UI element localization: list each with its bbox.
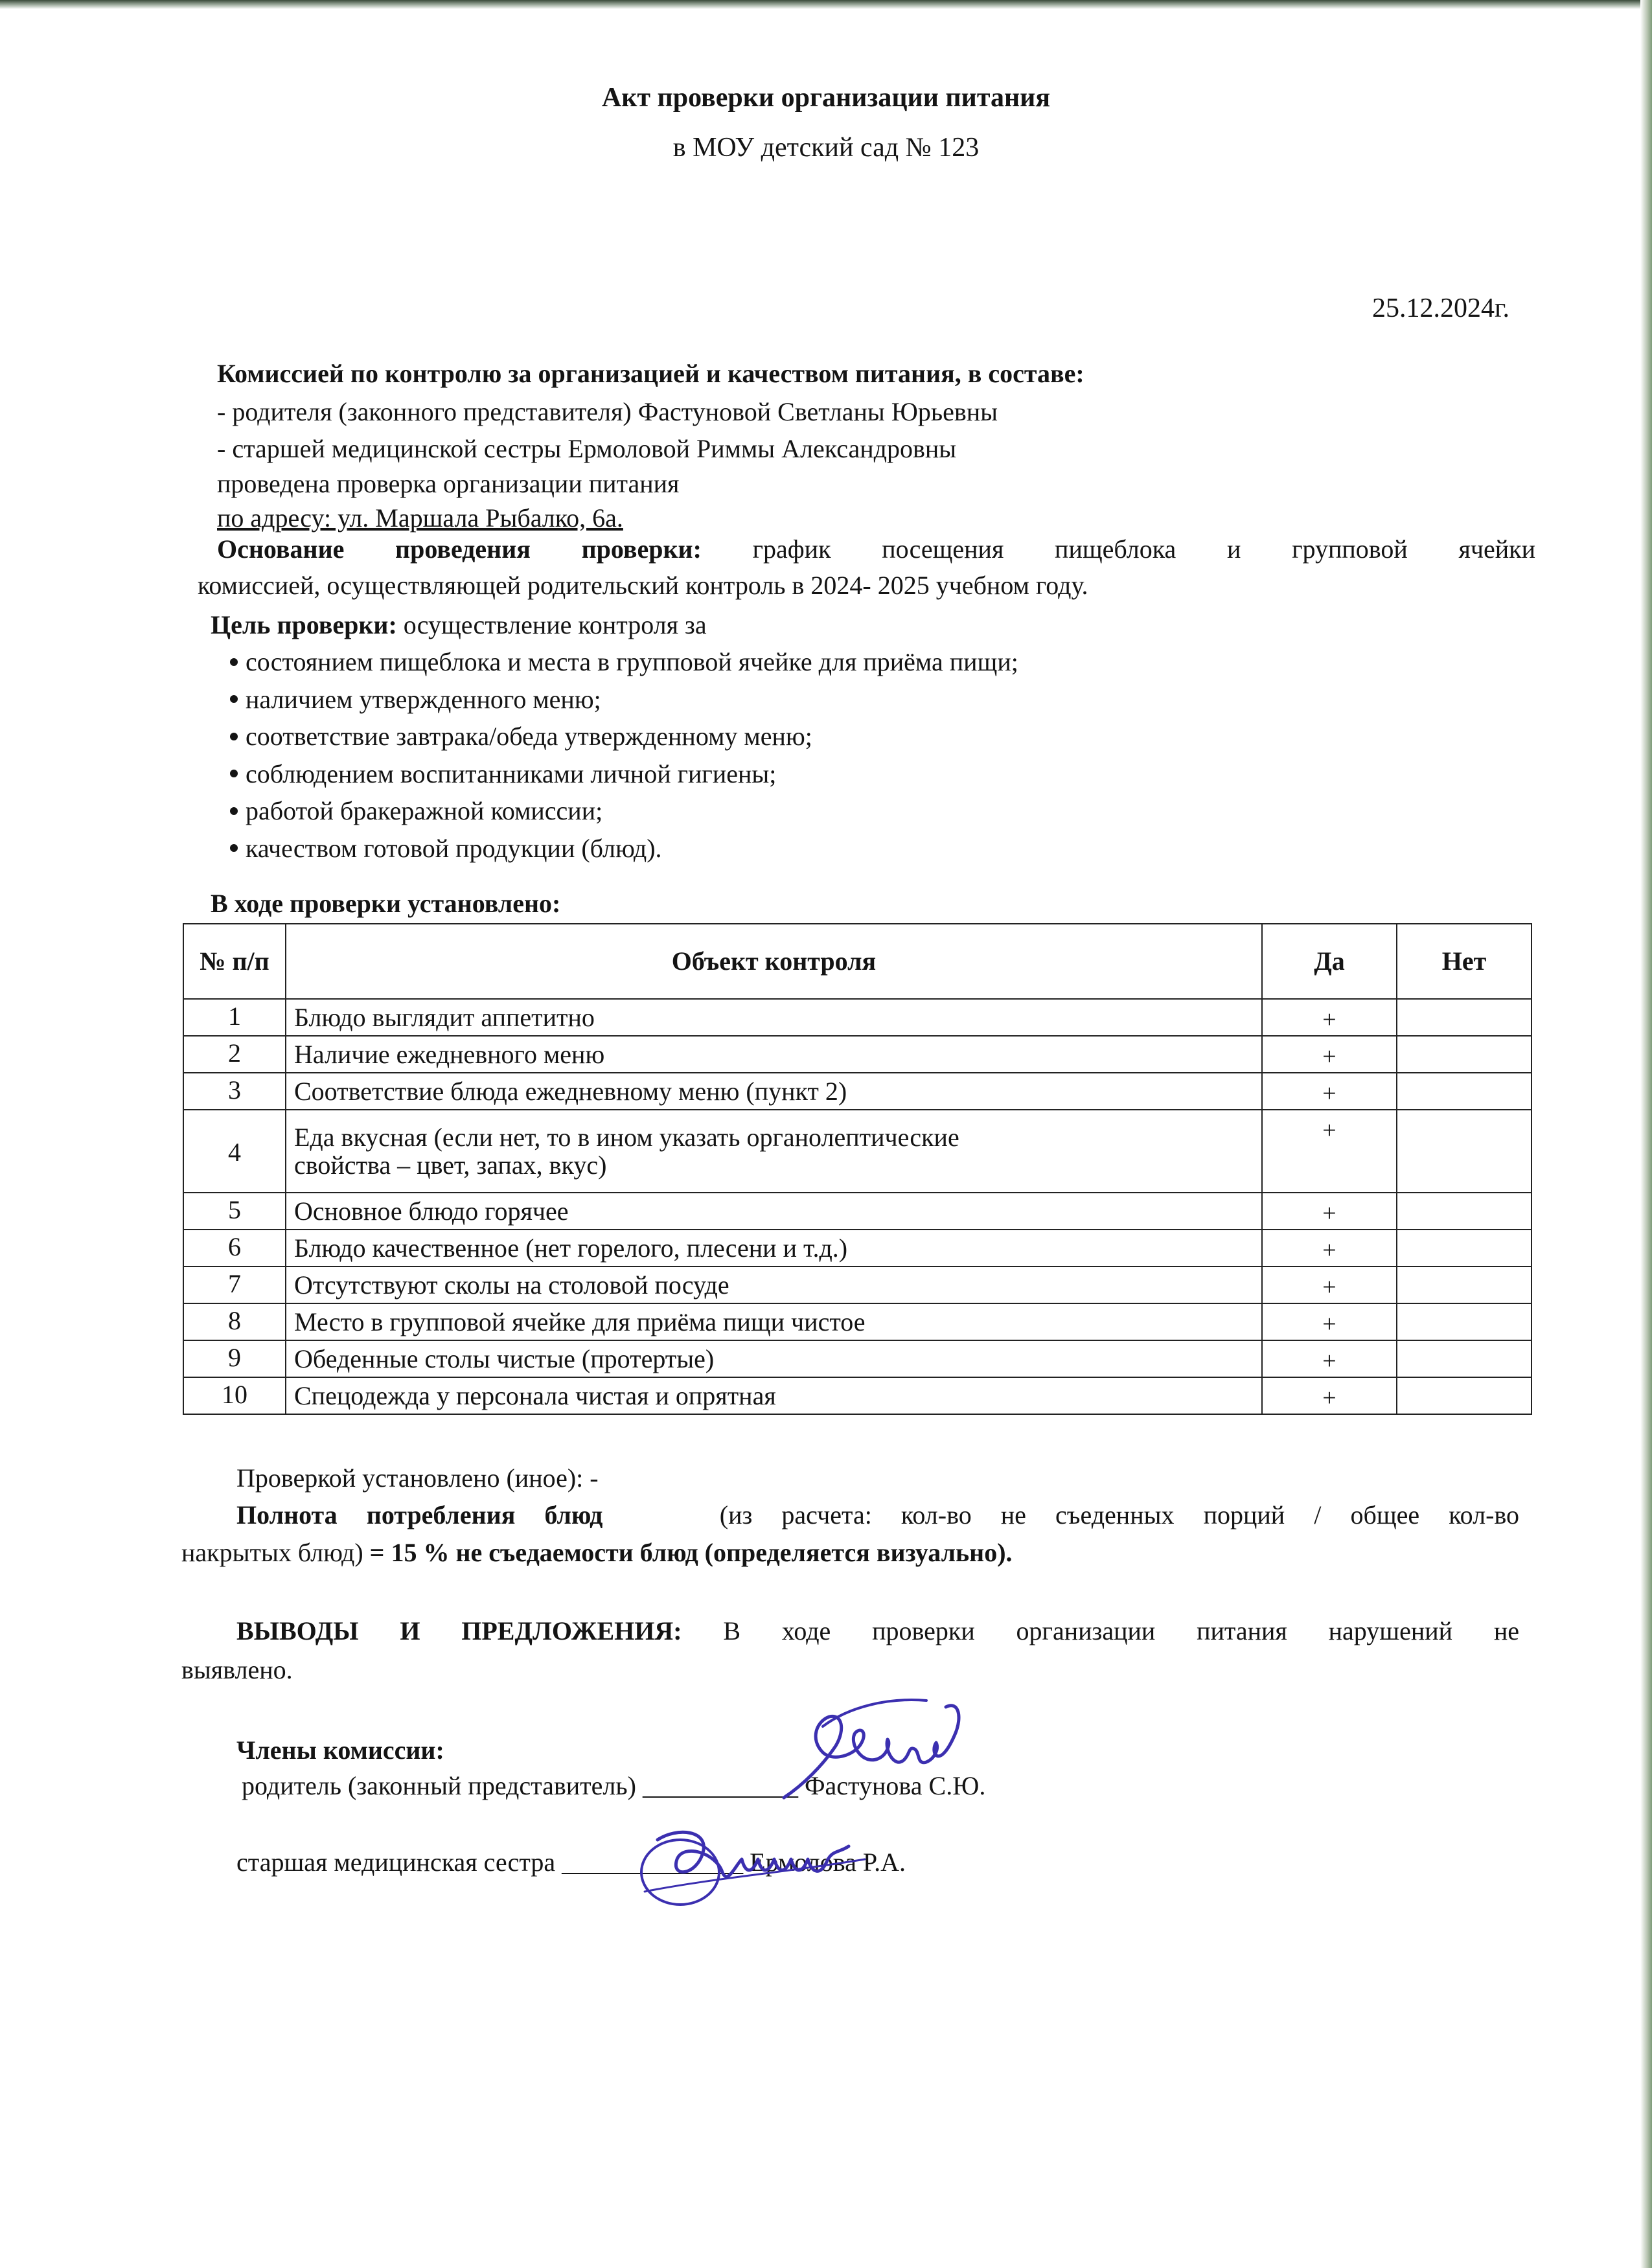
- sign-1-blank: ____________: [642, 1771, 798, 1800]
- conclusions-label: ВЫВОДЫ И ПРЕДЛОЖЕНИЯ:: [236, 1616, 682, 1645]
- table-row: 9 Обеденные столы чистые (протертые) +: [183, 1340, 1532, 1377]
- goal-item: соблюдением воспитанниками личной гигиены;: [230, 760, 1018, 797]
- goal-item: соответствие завтрака/обеда утвержденному меню;: [230, 722, 1018, 760]
- completeness-line-2: накрытых блюд) = 15 % не съедаемости блюд (определяется визуально).: [181, 1538, 1013, 1567]
- basis-line-1: [217, 535, 1535, 564]
- basis-text-1: график посещения пищеблока и групповой ячейки: [752, 534, 1536, 564]
- sign-2-blank: ______________: [562, 1848, 744, 1877]
- basis-label: Основание проведения проверки:: [217, 534, 702, 564]
- document-title: Акт проверки организации питания: [601, 83, 1051, 113]
- bullet-icon: [230, 770, 238, 777]
- table-header-row: [183, 924, 1532, 999]
- completeness-line-1: [236, 1501, 1519, 1530]
- completeness-text: (из расчета: кол-во не съеденных порций / общее кол-во: [719, 1500, 1520, 1529]
- sign-1-role: родитель (законный представитель): [242, 1771, 636, 1800]
- header-no: Нет: [1397, 924, 1532, 999]
- table-row: 1 Блюдо выглядит аппетитно +: [183, 999, 1532, 1036]
- header-number: № п/п: [183, 924, 286, 999]
- sign-1-name: Фастунова С.Ю.: [804, 1771, 986, 1800]
- sign-2-role: старшая медицинская сестра: [236, 1848, 556, 1877]
- basis-line-2: комиссией, осуществляющей родительский контроль в 2024- 2025 учебном году.: [198, 571, 1088, 600]
- address-line: по адресу: ул. Маршала Рыбалко, 6а.: [217, 503, 623, 533]
- established-heading: В ходе проверки установлено:: [211, 889, 561, 918]
- goal-item: работой бракеражной комиссии;: [230, 797, 1018, 834]
- table-row: 5 Основное блюдо горячее +: [183, 1193, 1532, 1230]
- other-findings: Проверкой установлено (иное): -: [236, 1463, 599, 1493]
- table-row: 4 Еда вкусная (если нет, то в ином указать органолептические свойства – цвет, запах, вкус) +: [183, 1110, 1532, 1193]
- bullet-icon: [230, 658, 238, 666]
- bullet-icon: [230, 695, 238, 703]
- signature-1-image: [764, 1688, 985, 1817]
- conclusions-line-1: [236, 1617, 1519, 1646]
- scan-edge-top: [0, 0, 1652, 9]
- header-object: Объект контроля: [286, 924, 1262, 999]
- bullet-icon: [230, 844, 238, 852]
- member-line-1: - родителя (законного представителя) Фастуновой Светланы Юрьевны: [217, 397, 998, 426]
- conducted-line: проведена проверка организации питания: [217, 469, 680, 498]
- members-heading: Члены комиссии:: [236, 1735, 444, 1765]
- table-row: 10 Спецодежда у персонала чистая и опрятная +: [183, 1377, 1532, 1414]
- conclusions-line-2: выявлено.: [181, 1655, 293, 1684]
- document-date: 25.12.2024г.: [1372, 293, 1509, 323]
- goal-text: осуществление контроля за: [403, 610, 707, 639]
- scan-edge-right: [1640, 0, 1652, 2268]
- document-subtitle: в МОУ детский сад № 123: [672, 133, 980, 163]
- member-line-2: - старшей медицинской сестры Ермоловой Риммы Александровны: [217, 434, 957, 463]
- goal-line: [211, 611, 707, 640]
- table-row: 7 Отсутствуют сколы на столовой посуде +: [183, 1266, 1532, 1303]
- goal-item: состоянием пищеблока и места в групповой ячейке для приёма пищи;: [230, 648, 1018, 685]
- goal-item: качеством готовой продукции (блюд).: [230, 834, 1018, 872]
- conclusions-text: В ходе проверки организации питания нарушений не: [723, 1616, 1519, 1645]
- signature-2-image: [632, 1814, 878, 1918]
- commission-heading: Комиссией по контролю за организацией и качеством питания, в составе:: [217, 359, 1084, 388]
- completeness-label: Полнота потребления блюд: [236, 1500, 603, 1529]
- goal-list: [230, 648, 1018, 871]
- header-yes: Да: [1262, 924, 1397, 999]
- bullet-icon: [230, 807, 238, 815]
- bullet-icon: [230, 733, 238, 740]
- inspection-table: [183, 923, 1532, 1415]
- goal-label: Цель проверки:: [211, 610, 397, 639]
- table-row: 2 Наличие ежедневного меню +: [183, 1036, 1532, 1073]
- table-row: 6 Блюдо качественное (нет горелого, плесени и т.д.) +: [183, 1230, 1532, 1266]
- table-row: 8 Место в групповой ячейке для приёма пищи чистое +: [183, 1303, 1532, 1340]
- table-row: 3 Соответствие блюда ежедневному меню (пункт 2) +: [183, 1073, 1532, 1110]
- goal-item: наличием утвержденного меню;: [230, 685, 1018, 723]
- sign-2-name: Ермолова Р.А.: [750, 1848, 906, 1877]
